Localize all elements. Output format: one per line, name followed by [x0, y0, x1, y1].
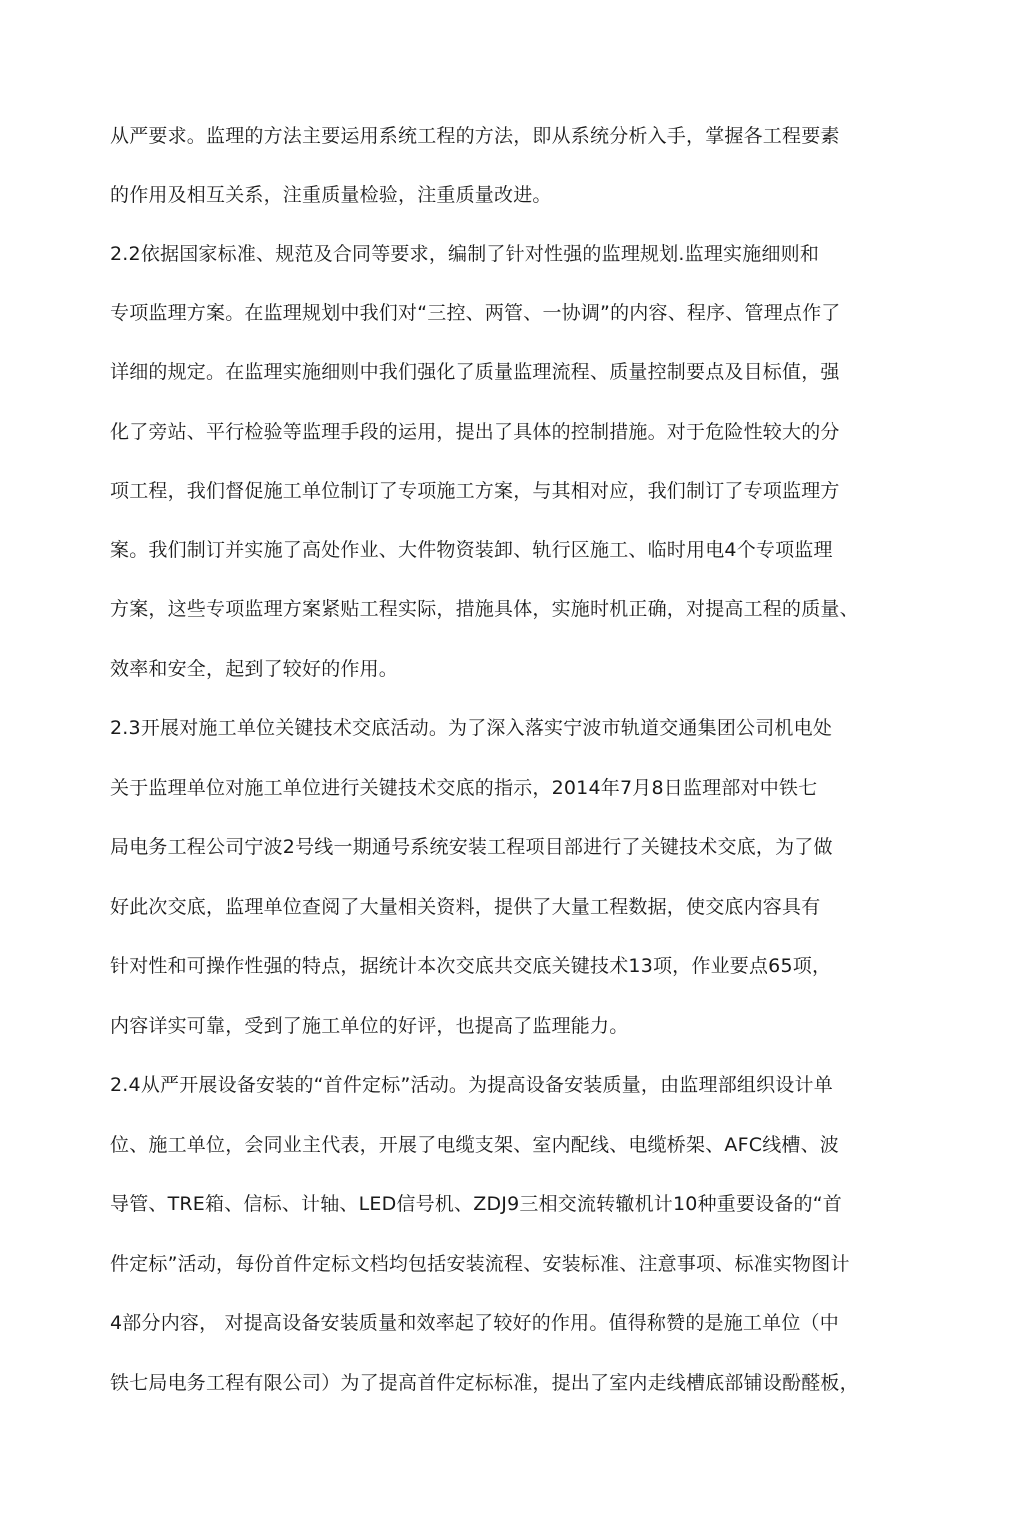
text-line: 铁七局电务工程有限公司）为了提高首件定标标准，提出了室内走线槽底部铺设酚醛板，: [110, 1372, 859, 1394]
text-line: 专项监理方案。在监理规划中我们对“三控、两管、一协调”的内容、程序、管理点作了: [110, 302, 841, 324]
text-line: 2.3开展对施工单位关键技术交底活动。为了深入落实宁波市轨道交通集团公司机电处: [110, 717, 833, 739]
text-line: 件定标”活动，每份首件定标文档均包括安装流程、安装标准、注意事项、标准实物图计: [110, 1253, 850, 1275]
text-line: 的作用及相互关系，注重质量检验，注重质量改进。: [110, 184, 552, 206]
text-line: 效率和安全，起到了较好的作用。: [110, 658, 399, 680]
text-line: 详细的规定。在监理实施细则中我们强化了质量监理流程、质量控制要点及目标值，强: [110, 361, 840, 383]
text-line: 内容详实可靠，受到了施工单位的好评，也提高了监理能力。: [110, 1015, 629, 1037]
text-line: 2.4从严开展设备安装的“首件定标”活动。为提高设备安装质量，由监理部组织设计单: [110, 1074, 833, 1096]
text-line: 案。我们制订并实施了高处作业、大件物资装卸、轨行区施工、临时用电4个专项监理: [110, 539, 833, 561]
text-line: 好此次交底，监理单位查阅了大量相关资料，提供了大量工程数据，使交底内容具有: [110, 896, 821, 918]
text-line: 化了旁站、平行检验等监理手段的运用，提出了具体的控制措施。对于危险性较大的分: [110, 421, 840, 443]
text-line: 导管、TRE箱、信标、计轴、LED信号机、ZDJ9三相交流转辙机计10种重要设备的“首: [110, 1193, 842, 1215]
text-line: 从严要求。监理的方法主要运用系统工程的方法，即从系统分析入手，掌握各工程要素: [110, 125, 840, 147]
text-line: 位、施工单位，会同业主代表，开展了电缆支架、室内配线、电缆桥架、AFC线槽、波: [110, 1134, 839, 1156]
text-line: 方案，这些专项监理方案紧贴工程实际，措施具体，实施时机正确，对提高工程的质量、: [110, 598, 859, 620]
text-line: 4部分内容， 对提高设备安装质量和效率起了较好的作用。值得称赞的是施工单位（中: [110, 1312, 839, 1334]
text-line: 关于监理单位对施工单位进行关键技术交底的指示，2014年7月8日监理部对中铁七: [110, 777, 818, 799]
text-line: 项工程，我们督促施工单位制订了专项施工方案，与其相对应，我们制订了专项监理方: [110, 480, 840, 502]
text-line: 2.2依据国家标准、规范及合同等要求，编制了针对性强的监理规划.监理实施细则和: [110, 243, 820, 265]
text-line: 针对性和可操作性强的特点，据统计本次交底共交底关键技术13项，作业要点65项，: [110, 955, 832, 977]
text-line: 局电务工程公司宁波2号线一期通号系统安装工程项目部进行了关键技术交底，为了做: [110, 836, 833, 858]
